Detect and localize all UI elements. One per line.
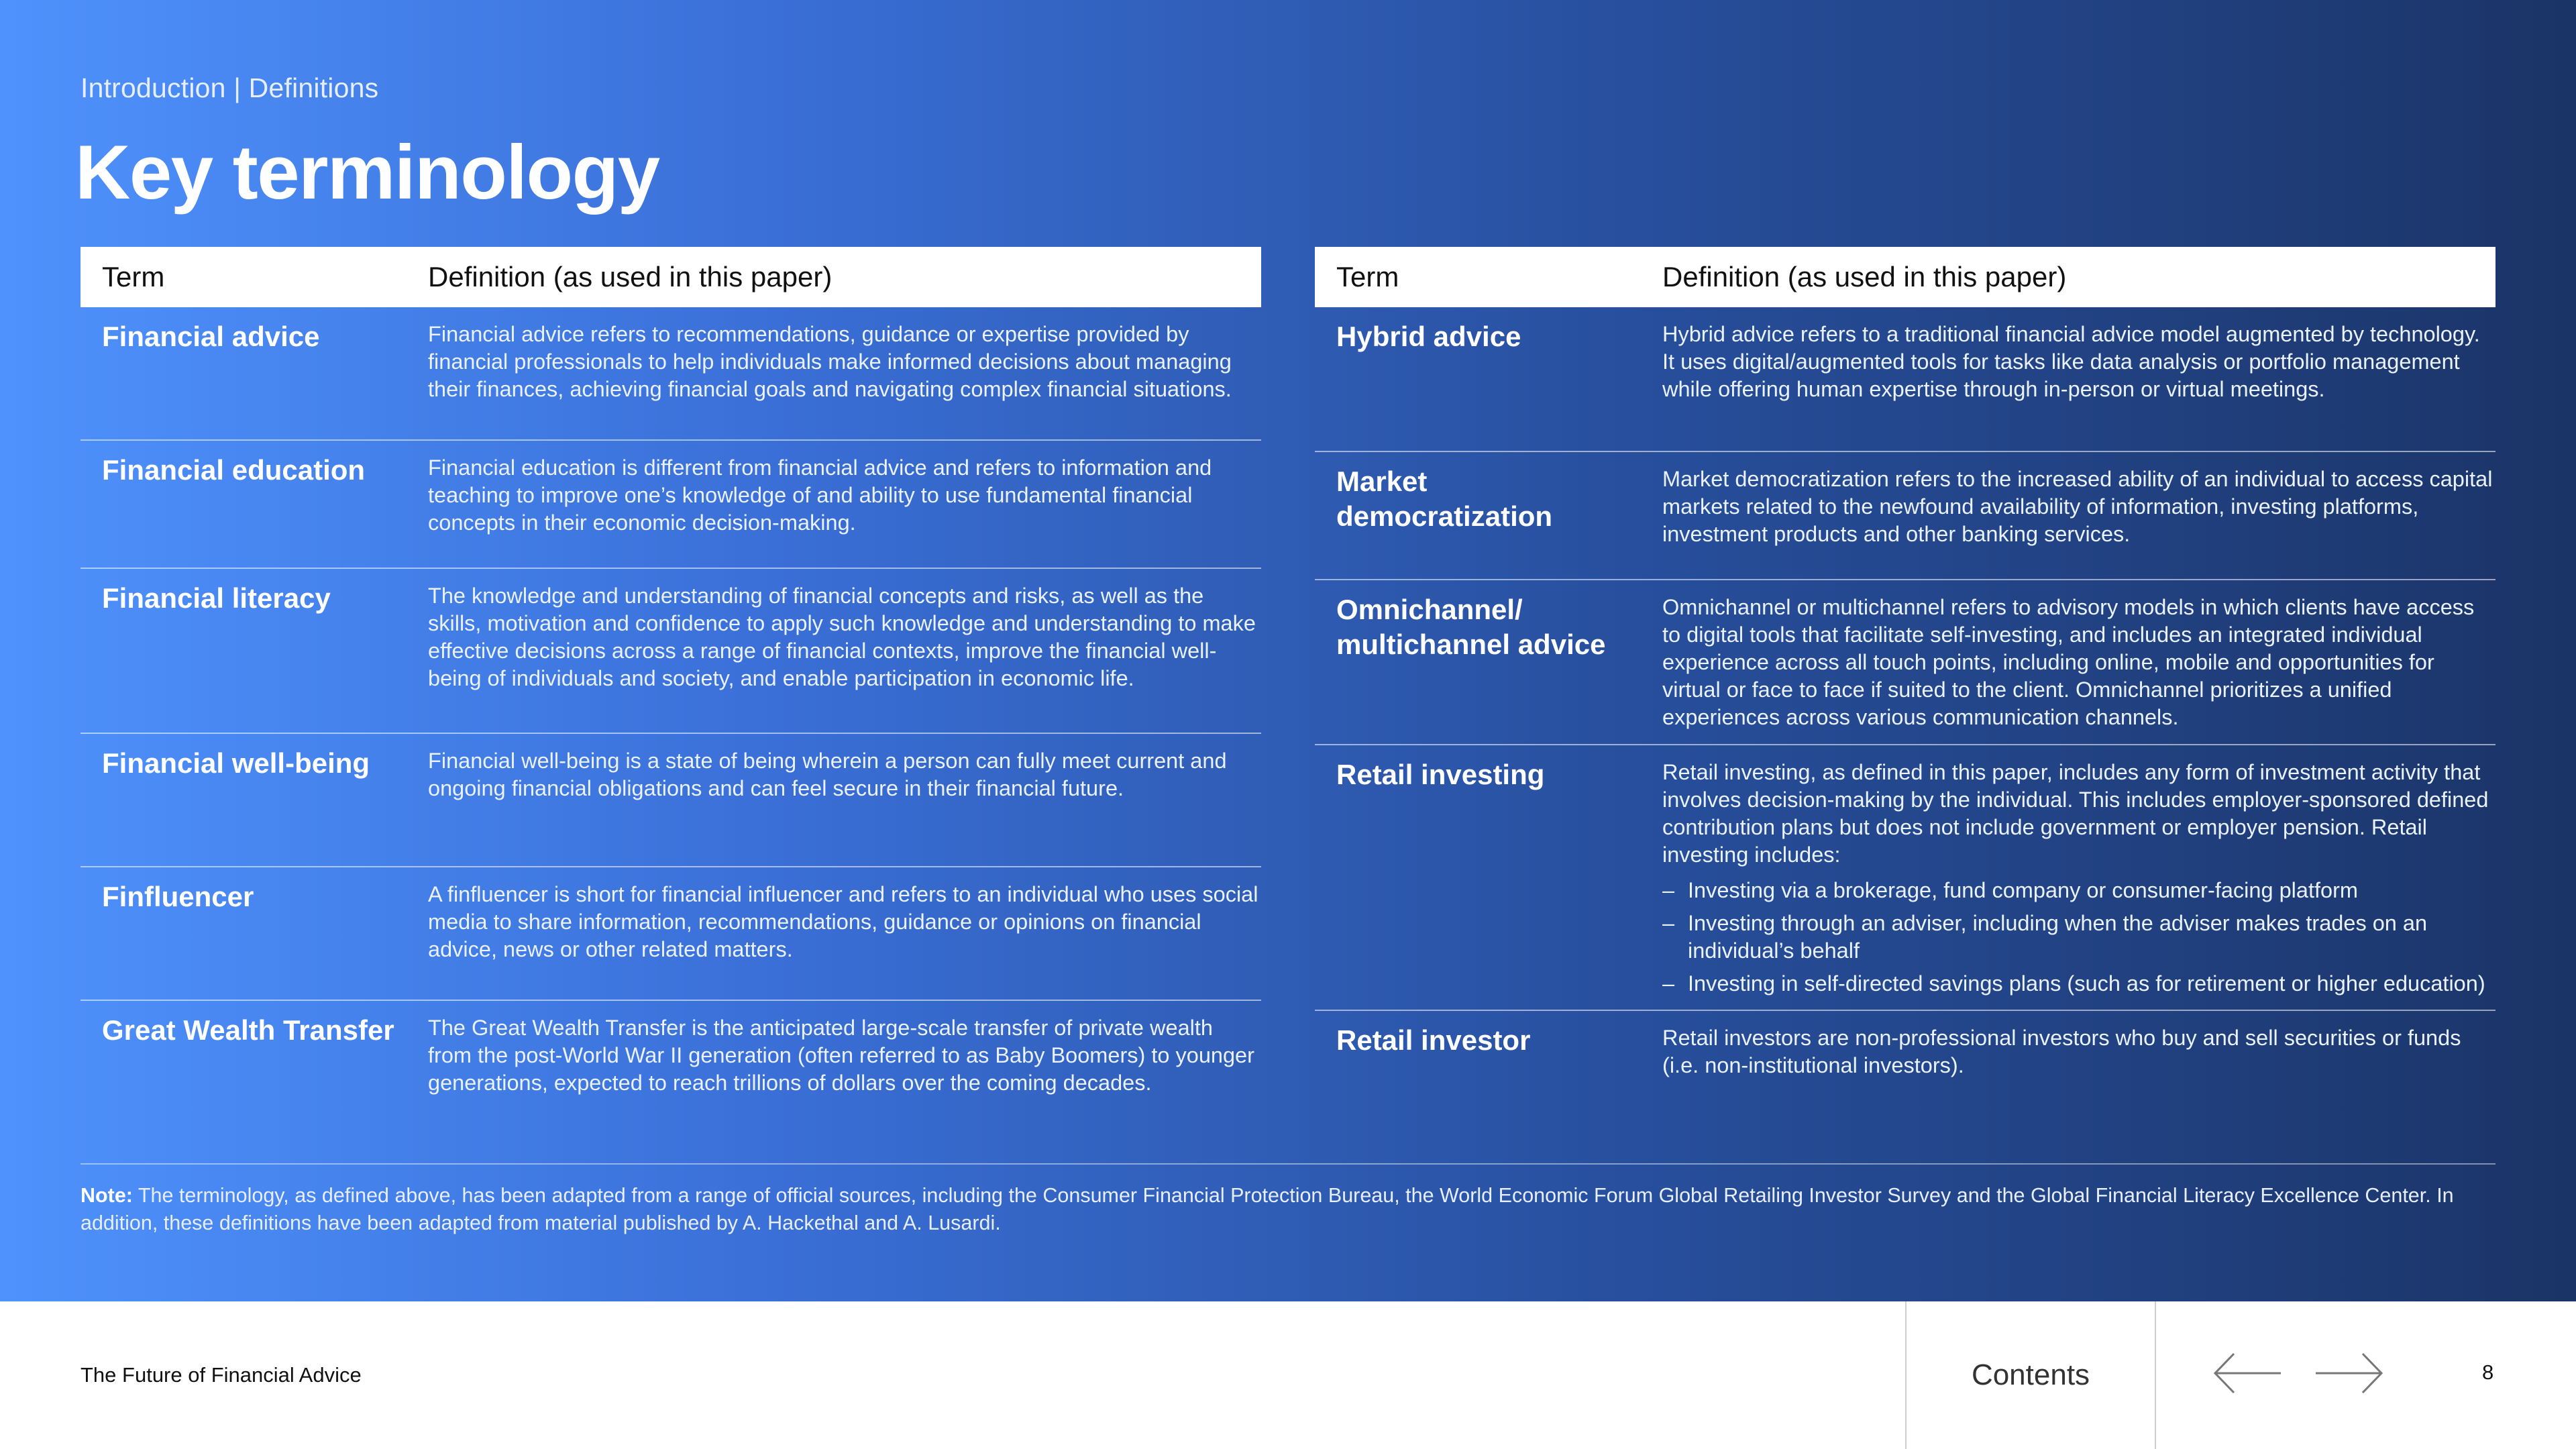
arrow-left-icon[interactable] — [2211, 1350, 2285, 1397]
definition-bullet-list — [1662, 877, 2496, 998]
table-row — [1315, 452, 2496, 580]
arrow-right-icon[interactable] — [2312, 1350, 2385, 1397]
table-row — [80, 734, 1261, 867]
term-cell: Financial advice — [102, 321, 320, 352]
definition-cell: Market democratization refers to the increased ability of an individual to access capital markets related to the newfound availability of information, investing platforms, investment products and other banking services. — [1662, 467, 2493, 546]
table-row — [80, 1001, 1261, 1128]
term-cell: Financial education — [102, 454, 366, 486]
terminology-table-right — [1315, 247, 2496, 1138]
table-header-row — [1315, 247, 2496, 307]
column-header-definition: Definition (as used in this paper) — [428, 261, 833, 292]
definition-cell: Financial advice refers to recommendations, guidance or expertise provided by financial professionals to help individuals make informed decisions about managing their finances, achieving financial goals and navigating complex financial situations. — [428, 322, 1232, 401]
table-row — [80, 867, 1261, 1001]
definition-cell: Retail investors are non-professional investors who buy and sell securities or funds (i.e. non-institutional investors). — [1662, 1026, 2461, 1077]
definition-cell: A finfluencer is short for financial influencer and refers to an individual who uses social media to share information, recommendations, guidance or opinions on financial advice, news or other related matters. — [428, 882, 1258, 961]
term-cell: Retail investing — [1336, 759, 1545, 790]
list-item: – Investing in self-directed savings plans (such as for retirement or higher education) — [1662, 970, 2496, 998]
table-row — [80, 569, 1261, 734]
term-cell: Financial literacy — [102, 582, 331, 614]
term-cell: Great Wealth Transfer — [102, 1014, 394, 1046]
definition-cell: Hybrid advice refers to a traditional financial advice model augmented by technology. It uses digital/augmented tools for tasks like data analysis or portfolio management while offering human expertise through in-person or virtual meetings. — [1662, 322, 2480, 401]
note-text: The terminology, as defined above, has been adapted from a range of official sources, including the Consumer Financial Protection Bureau, the World Economic Forum Global Retailing Investor Survey and the Global Financial Literacy Excellence Center. In addition, these definitions have been adapted from material published by A. Hackethal and A. Lusardi. — [80, 1184, 2454, 1234]
definition-cell: Financial well-being is a state of being wherein a person can fully meet current and ongoing financial obligations and can feel secure in their financial future. — [428, 749, 1227, 800]
list-item: – Investing via a brokerage, fund company or consumer-facing platform — [1662, 877, 2496, 904]
table-row — [1315, 745, 2496, 1011]
term-cell: Omnichannel/ multichannel advice — [1336, 594, 1606, 660]
definition-cell — [1662, 759, 2496, 1003]
definition-cell: Omnichannel or multichannel refers to advisory models in which clients have access to digital tools that facilitate self-investing, and includes an integrated individual experience across all touch points, including online, mobile and opportunities for virtual or face to face if suited to the client. Omnichannel prioritizes a unified experiences across various communication channels. — [1662, 595, 2475, 729]
column-header-term: Term — [102, 261, 165, 292]
definition-text: Retail investing, as defined in this paper, includes any form of investment activity that involves decision-making by the individual. This includes employer-sponsored defined contribution plans but does not include government or employer pension. Retail investing includes: — [1662, 760, 2489, 867]
page-title: Key terminology — [75, 130, 659, 215]
table-row — [1315, 307, 2496, 452]
column-header-definition: Definition (as used in this paper) — [1662, 261, 2067, 292]
term-cell: Finfluencer — [102, 881, 254, 912]
breadcrumb: Introduction | Definitions — [80, 72, 379, 103]
list-item: – Investing through an adviser, including when the adviser makes trades on an individual’s behalf — [1662, 910, 2496, 965]
table-header-row — [80, 247, 1261, 307]
report-title: The Future of Financial Advice — [80, 1363, 362, 1387]
note-divider — [80, 1163, 2496, 1165]
table-row — [1315, 1011, 2496, 1138]
table-row — [80, 307, 1261, 441]
term-cell: Hybrid advice — [1336, 321, 1521, 352]
definition-cell: Financial education is different from financial advice and refers to information and teaching to improve one’s knowledge of and ability to use fundamental financial concepts in their economic decision-making. — [428, 455, 1212, 535]
term-cell: Market democratization — [1336, 466, 1553, 532]
footer-divider — [2155, 1301, 2156, 1449]
table-row — [80, 441, 1261, 569]
table-row — [1315, 580, 2496, 745]
definition-cell: The knowledge and understanding of financial concepts and risks, as well as the skills, motivation and confidence to apply such knowledge and understanding to make effective decisions across a range of financial contexts, improve the financial well-being of individuals and society, and enable participation in economic life. — [428, 584, 1256, 690]
page-number: 8 — [2482, 1360, 2494, 1384]
contents-link[interactable]: Contents — [1971, 1358, 2090, 1391]
term-cell: Retail investor — [1336, 1024, 1531, 1056]
term-cell: Financial well-being — [102, 747, 370, 779]
note-paragraph — [80, 1182, 2509, 1237]
column-header-term: Term — [1336, 261, 1399, 292]
definition-cell: The Great Wealth Transfer is the anticipated large-scale transfer of private wealth from the post-World War II generation (often referred to as Baby Boomers) to younger generations, expected to reach trillions of dollars over the coming decades. — [428, 1016, 1254, 1095]
terminology-table-left — [80, 247, 1261, 1128]
note-label: Note: — [80, 1184, 133, 1207]
